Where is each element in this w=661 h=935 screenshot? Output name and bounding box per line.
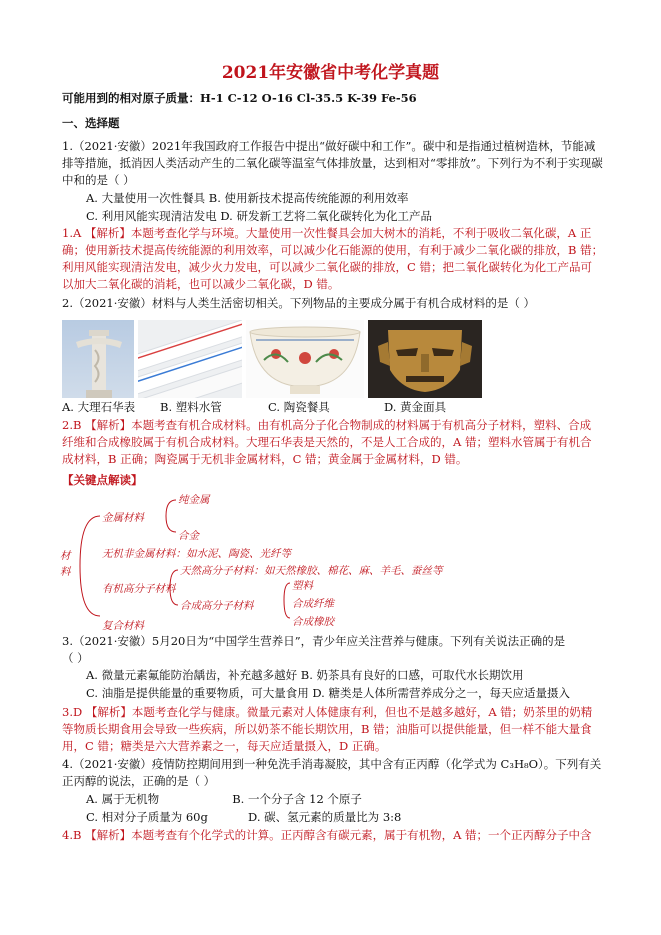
- gold-mask-image: [368, 320, 482, 398]
- q1-options-ab: A. 大量使用一次性餐具 B. 使用新技术提高传统能源的利用效率: [86, 191, 409, 205]
- q3-line-1: 3.（2021·安徽）5月20日为“中国学生营养日”，青少年应关注营养与健康。下列有关说法正确的是: [62, 634, 566, 648]
- q3-options-cd: C. 油脂是提供能量的重要物质，可大量食用 D. 糖类是人体所需营养成分之一，每天应适量摄入: [86, 686, 570, 700]
- ceramic-bowl-image: [246, 320, 364, 398]
- q1-answer-1: 1.A 【解析】本题考查化学与环境。大量使用一次性餐具会加大树木的消耗，不利于吸收二氧化碳，A 正: [62, 226, 592, 240]
- q3-line-2: （ ）: [62, 651, 89, 665]
- page-title: 2021年安徽省中考化学真题: [221, 63, 440, 83]
- q2-option-b: B. 塑料水管: [160, 400, 222, 414]
- tree-natural: 天然高分子材料：如天然橡胶、棉花、麻、羊毛、蚕丝等: [180, 565, 443, 577]
- tree-pure-metal: 纯金属: [178, 494, 210, 506]
- tree-organic: 有机高分子材料: [102, 583, 176, 595]
- tree-synthetic: 合成高分子材料: [180, 600, 254, 612]
- tree-alloy: 合金: [178, 530, 199, 542]
- q1-line-3: 中和的是（ ）: [62, 173, 135, 187]
- q4-line-2: 正丙醇的说法，正确的是（ ）: [62, 774, 216, 788]
- q3-options-ab: A. 微量元素氟能防治龋齿，补充越多越好 B. 奶茶具有良好的口感，可取代水长期饮用: [86, 668, 524, 682]
- q1-answer-2: 确；使用新技术提高传统能源的利用效率，可以减少化石能源的使用，有利于减少二氧化碳的排放，B 错；: [62, 243, 604, 257]
- atomic-masses: 可能用到的相对原子质量：H-1 C-12 O-16 Cl-35.5 K-39 Fe-56: [62, 91, 417, 105]
- q1-answer-4: 以加大二氧化碳的消耗，也可以减少二氧化碳，D 错。: [62, 277, 340, 291]
- q4-answer-1: 4.B 【解析】本题考查有个化学式的计算。正丙醇含有碳元素，属于有机物，A 错；一个正丙醇分子中含: [62, 828, 592, 842]
- section-heading: 一、选择题: [62, 116, 120, 130]
- q4-options-ab: A. 属于无机物 B. 一个分子含 12 个原子: [86, 792, 362, 806]
- tree-rubber: 合成橡胶: [292, 616, 334, 628]
- q2-option-c: C. 陶瓷餐具: [268, 400, 330, 414]
- tree-metal: 金属材料: [102, 512, 144, 524]
- q1-options-cd: C. 利用风能实现清洁发电 D. 研发新工艺将二氧化碳转化为化工产品: [86, 209, 432, 223]
- key-points-heading: 【关键点解读】: [62, 473, 143, 487]
- q3-answer-1: 3.D 【解析】本题考查化学与健康。微量元素对人体健康有利，但也不是越多越好，A 错；奶茶里的奶精: [62, 705, 593, 719]
- q2-answer-2: 纤维和合成橡胶属于有机合成材料。大理石华表是天然的，不是人工合成的，A 错；塑料水管属于有机合: [62, 435, 592, 449]
- q4-options-cd: C. 相对分子质量为 60g D. 碳、氢元素的质量比为 3:8: [86, 810, 402, 824]
- tree-composite: 复合材料: [102, 620, 144, 632]
- tree-root: 材 料: [60, 550, 71, 578]
- tree-plastic: 塑料: [292, 580, 313, 592]
- q2-option-d: D. 黄金面具: [384, 400, 447, 414]
- plastic-pipe-image: [138, 320, 242, 398]
- q2-option-a: A. 大理石华表: [62, 400, 136, 414]
- q3-answer-2: 等物质长期食用会导致一些疾病，所以奶茶不能长期饮用，B 错；油脂可以提供能量，但一样不能大量食: [62, 722, 592, 736]
- q2-answer-3: 成材料，B 正确；陶瓷属于无机非金属材料，C 错；黄金属于金属材料，D 错。: [62, 452, 468, 466]
- q3-answer-3: 用，C 错；糖类是六大营养素之一，每天应适量摄入，D 正确。: [62, 739, 387, 753]
- q1-line-1: 1.（2021·安徽）2021年我国政府工作报告中提出“做好碳中和工作”。碳中和是指通过植树造林，节能减: [62, 139, 596, 153]
- tree-inorganic: 无机非金属材料：如水泥、陶瓷、光纤等: [102, 548, 291, 560]
- q2-answer-1: 2.B 【解析】本题考查有机合成材料。由有机高分子化合物制成的材料属于有机高分子材料，塑料、合成: [62, 418, 592, 432]
- q4-line-1: 4.（2021·安徽）疫情防控期间用到一种免洗手消毒凝胶，其中含有正丙醇（化学式为 C₃H₈O）。下列有关: [62, 757, 602, 771]
- tree-fiber: 合成纤维: [292, 598, 334, 610]
- q1-answer-3: 利用风能实现清洁发电，减少火力发电，可以减少二氧化碳的排放，C 错；把二氧化碳转化为化工产品可: [62, 260, 592, 274]
- q2-line-1: 2.（2021·安徽）材料与人类生活密切相关。下列物品的主要成分属于有机合成材料的是（ ）: [62, 296, 536, 310]
- materials-tree: [58, 488, 618, 640]
- q1-line-2: 排等措施，抵消因人类活动产生的二氧化碳等温室气体排放量，达到相对“零排放”。下列行为不利于实现碳: [62, 156, 603, 170]
- marble-pillar-image: [62, 320, 134, 398]
